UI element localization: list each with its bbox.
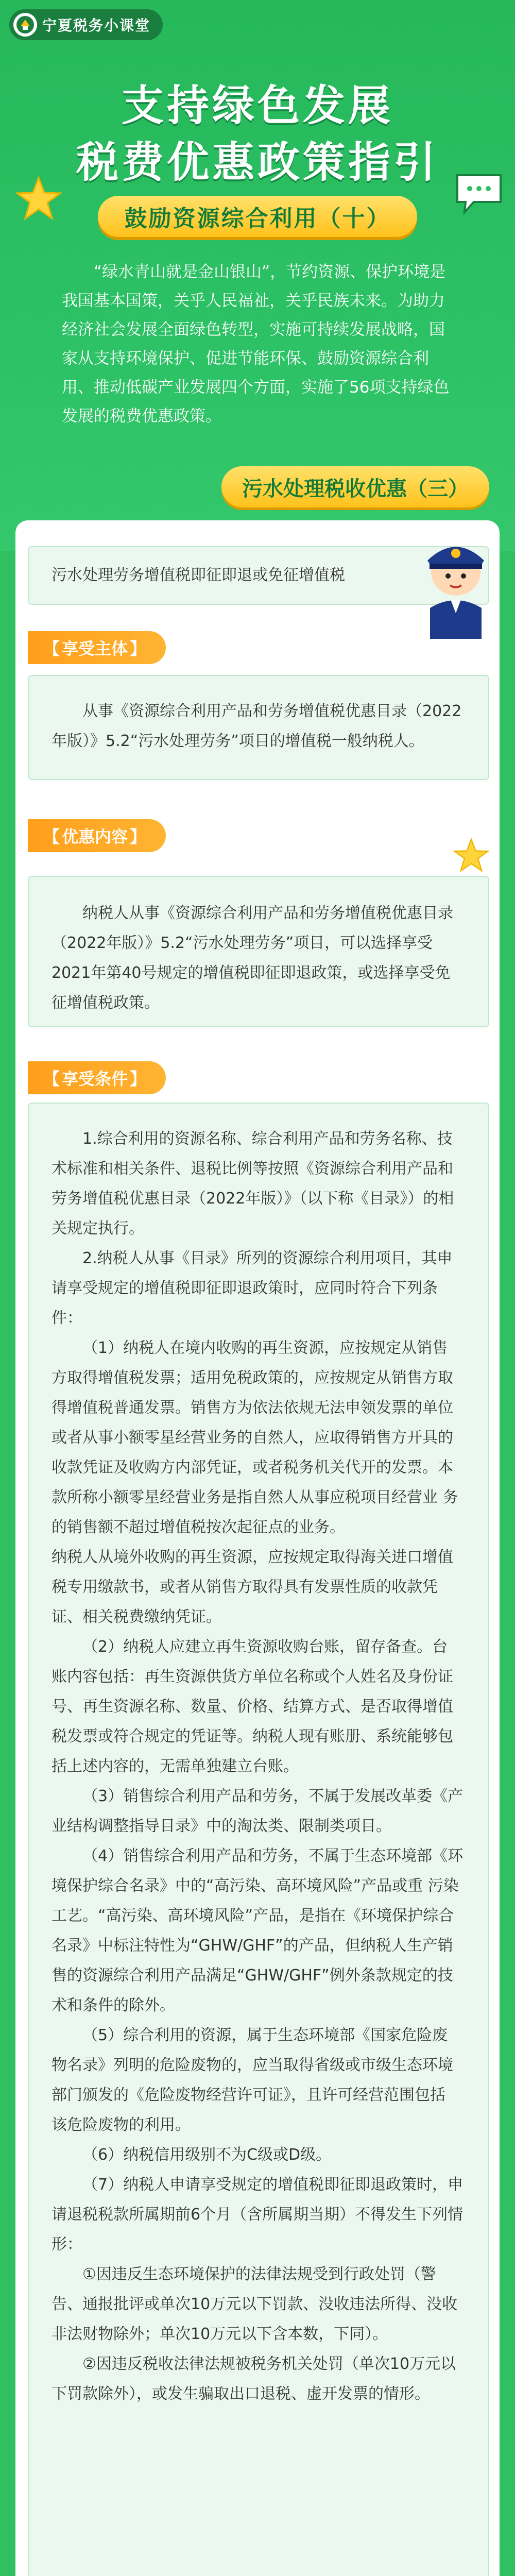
section-title-pill: 污水处理税收优惠（三）	[221, 466, 489, 507]
police-mascot-icon	[417, 536, 494, 639]
content-text: 纳税人从事《资源综合利用产品和劳务增值税优惠目录（2022年版）》5.2“污水处理劳务”项目，可以选择享受2021年第40号规定的增值税即征即退政策，或选择享受免征增值税政策。	[52, 904, 453, 1012]
condition-item: （4）销售综合利用产品和劳务，不属于生态环境部《环境保护综合名录》中的“高污染、高环境风险”产品或重 污染工艺。“高污染、高环境风险”产品，是指在《环境保护综合名录》中标注特性为“GHW/GHF”的产品，但纳税人生产销售的资源综合利用产品满足“GHW/GHF”例外条款规定的技术和条件的除外。	[52, 1847, 464, 2014]
condition-item: ②因违反税收法律法规被税务机关处罚（单次10万元以下罚款除外），或发生骗取出口退税、虚开发票的情形。	[52, 2355, 456, 2403]
conditions-list	[29, 1104, 488, 2409]
condition-item: ①因违反生态环境保护的法律法规受到行政处罚（警告、通报批评或单次10万元以下罚款、没收违法所得、没收非法财物除外；单次10万元以下含本数，下同）。	[52, 2265, 458, 2343]
tag-subject: 【 享受主体 】	[28, 631, 166, 664]
subject-panel	[28, 675, 489, 780]
brand-badge	[9, 9, 163, 40]
title-line1: 支持绿色发展	[121, 81, 393, 130]
star-icon	[453, 837, 489, 873]
condition-item: 2.纳税人从事《目录》所列的资源综合利用项目，其申 请享受规定的增值税即征即退政策时，应同时符合下列条件：	[52, 1249, 453, 1327]
condition-item: （6）纳税信用级别不为C级或D级。	[82, 2146, 332, 2164]
brand-name: 宁夏税务小课堂	[42, 17, 151, 34]
tag-content: 【 优惠内容 】	[28, 819, 166, 852]
condition-item: （5）综合利用的资源，属于生态环境部《国家危险废 物名录》列明的危险废物的，应当取得省级或市级生态环境部门颁发的《危险废物经营许可证》，且许可经营范围包括 该危险废物的利用。	[52, 2026, 453, 2134]
conditions-panel	[28, 1103, 489, 2576]
subtitle-pill: 鼓励资源综合利用（十）	[98, 196, 417, 237]
condition-item: 1.综合利用的资源名称、综合利用产品和劳务名称、技术标准和相关条件、退税比例等按照《资源综合利用产品和劳务增值税优惠目录（2022年版）》（以下称《目录》）的相关规定执行。	[52, 1130, 454, 1238]
condition-item: （2）纳税人应建立再生资源收购台账，留存备查。台 账内容包括：再生资源供货方单位名称或个人姓名及身份证号、再生资源名称、数量、价格、结算方式、是否取得增值 税发票或符合规定的凭证等。纳税人现有账册、系统能够包括上述内容的，无需单独建立台账。	[52, 1638, 453, 1775]
condition-item: （1）纳税人在境内收购的再生资源，应按规定从销售 方取得增值税发票；适用免税政策的，应按规定从销售方取得增值税普通发票。销售方为依法依规无法申领发票的单位或者从事小额零星经营业务的自然人，应取得销售方开具的收款凭证及收购方内部凭证，或者税务机关代开的发票。本款所称小额零星经营业务是指自然人从事应税项目经营业 务的销售额不超过增值税按次起征点的业务。	[52, 1339, 458, 1536]
tax-logo-icon	[13, 13, 37, 37]
condition-item: 纳税人从境外收购的再生资源，应按规定取得海关进口增值税专用缴款书，或者从销售方取得具有发票性质的收款凭证、相关税费缴纳凭证。	[52, 1548, 453, 1626]
title-line2: 税费优惠政策指引	[76, 138, 439, 187]
subject-text: 从事《资源综合利用产品和劳务增值税优惠目录（2022年版）》5.2“污水处理劳务”项目的增值税一般纳税人。	[52, 702, 462, 750]
policy-name: 污水处理劳务增值税即征即退或免征增值税	[52, 566, 345, 584]
tag-conditions: 【 享受条件 】	[28, 1061, 166, 1094]
condition-item: （3）销售综合利用产品和劳务，不属于发展改革委《产业结构调整指导目录》中的淘汰类、限制类项目。	[52, 1787, 464, 1835]
condition-item: （7）纳税人申请享受规定的增值税即征即退政策时，申请退税税款所属期前6个月（含所属期当期）不得发生下列情形：	[52, 2176, 464, 2253]
content-panel	[28, 876, 489, 1027]
intro-paragraph: “绿水青山就是金山银山”，节约资源、保护环境是我国基本国策，关乎人民福祉，关乎民族未来。为助力经济社会发展全面绿色转型，实施可持续发展战略，国家从支持环境保护、促进节能环保、鼓励资源综合利用、推动低碳产业发展四个方面，实施了56项支持绿色发展的税费优惠政策。	[62, 263, 450, 426]
